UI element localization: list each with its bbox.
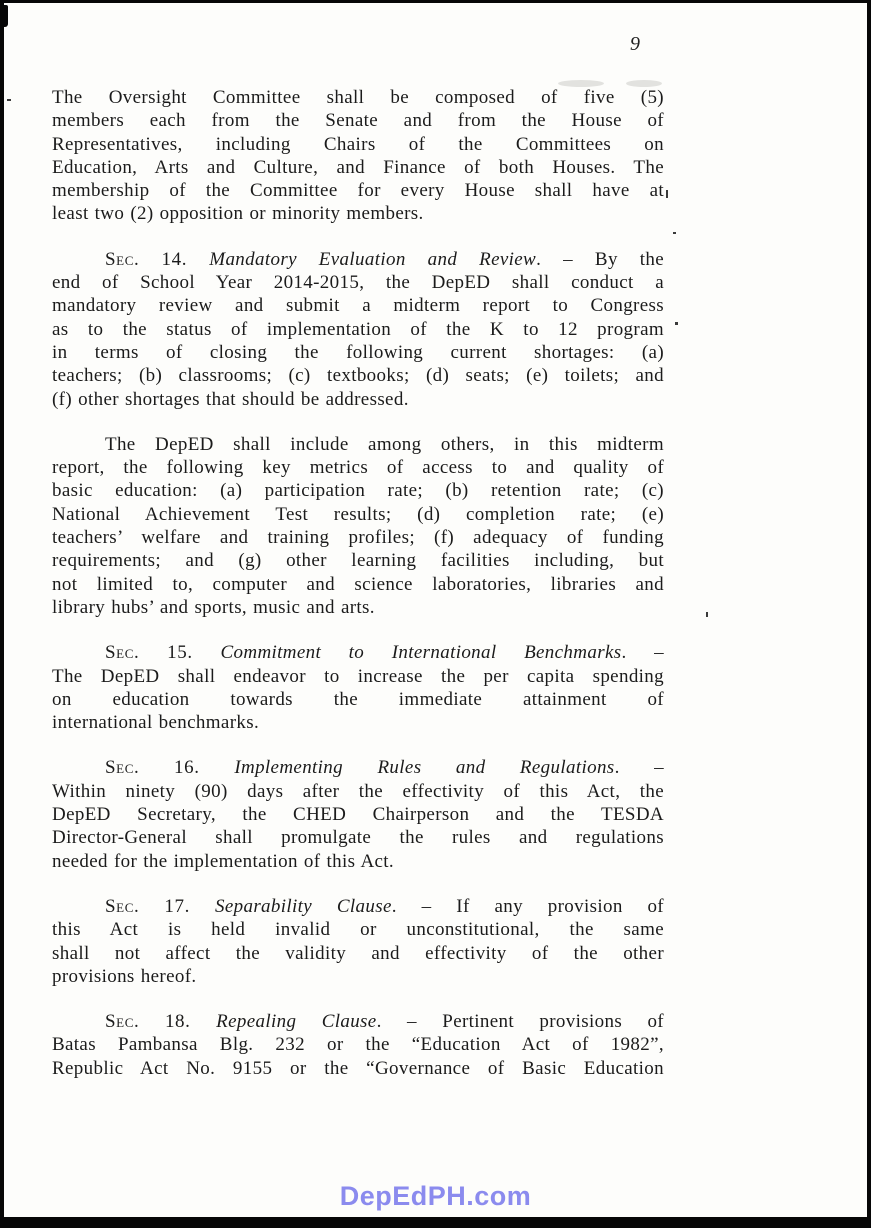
text-line: Batas Pambansa Blg. 232 or the “Education Act of 1982”, — [52, 1034, 664, 1056]
page-number: 9 — [630, 33, 640, 55]
text-line: Sec. 18. Repealing Clause. – Pertinent provisions of — [105, 1011, 664, 1033]
text-line: end of School Year 2014-2015, the DepED shall conduct a — [52, 272, 664, 294]
text-line: Within ninety (90) days after the effectivity of this Act, the — [52, 780, 664, 802]
paragraph-midterm-report-metrics — [52, 433, 664, 619]
text-block — [52, 86, 664, 1102]
paragraph-sec-17-separability-clause — [52, 895, 664, 988]
paragraph-oversight-committee — [52, 86, 664, 226]
scan-artifact — [675, 322, 678, 325]
scan-edge-top — [0, 0, 871, 3]
text-line: mandatory review and submit a midterm report to Congress — [52, 295, 664, 317]
text-line: Education, Arts and Culture, and Finance of both Houses. The — [52, 156, 664, 178]
text-line: international benchmarks. — [52, 712, 260, 734]
paragraph-sec-15-international-benchmarks — [52, 641, 664, 734]
text-line: Republic Act No. 9155 or the “Governance of Basic Education — [52, 1057, 664, 1079]
scan-edge-right — [867, 0, 871, 1228]
text-line: requirements; and (g) other learning facilities including, but — [52, 550, 664, 572]
text-line: teachers’ welfare and training profiles; (f) adequacy of funding — [52, 527, 664, 549]
text-line: not limited to, computer and science laboratories, libraries and — [52, 573, 664, 595]
scan-corner-blob — [0, 5, 8, 27]
text-line: The DepED shall include among others, in this midterm — [105, 433, 664, 455]
scan-artifact — [7, 99, 11, 101]
text-line: Sec. 14. Mandatory Evaluation and Review. – By the — [105, 248, 664, 270]
paragraph-sec-18-repealing-clause — [52, 1010, 664, 1080]
scan-artifact — [673, 232, 676, 234]
text-line: provisions hereof. — [52, 965, 197, 987]
text-line: membership of the Committee for every House shall have at — [52, 180, 664, 202]
text-line: (f) other shortages that should be addressed. — [52, 388, 409, 410]
text-line: members each from the Senate and from the House of — [52, 110, 664, 132]
text-line: in terms of closing the following current shortages: (a) — [52, 341, 664, 363]
scan-artifact — [706, 612, 708, 617]
text-line: library hubs’ and sports, music and arts. — [52, 596, 375, 618]
text-line: Sec. 17. Separability Clause. – If any provision of — [105, 895, 664, 917]
text-line: The Oversight Committee shall be composed of five (5) — [52, 87, 664, 108]
text-line: needed for the implementation of this Act. — [52, 850, 395, 872]
text-line: Sec. 16. Implementing Rules and Regulations. – — [105, 757, 664, 779]
text-line: Sec. 15. Commitment to International Benchmarks. – — [105, 642, 664, 664]
scan-edge-left — [0, 0, 4, 1228]
text-line: this Act is held invalid or unconstitutional, the same — [52, 919, 664, 941]
text-line: Director-General shall promulgate the rules and regulations — [52, 827, 664, 849]
text-line: DepED Secretary, the CHED Chairperson and the TESDA — [52, 804, 664, 826]
paragraph-sec-16-implementing-rules — [52, 756, 664, 872]
text-line: basic education: (a) participation rate; (b) retention rate; (c) — [52, 480, 664, 502]
text-line: National Achievement Test results; (d) completion rate; (e) — [52, 503, 664, 525]
watermark: DepEdPH.com — [339, 1181, 532, 1211]
scan-artifact — [666, 190, 668, 198]
text-line: as to the status of implementation of the K to 12 program — [52, 318, 664, 340]
text-line: shall not affect the validity and effectivity of the other — [52, 942, 664, 964]
text-line: The DepED shall endeavor to increase the per capita spending — [52, 665, 664, 687]
text-line: least two (2) opposition or minority members. — [52, 203, 424, 225]
text-line: report, the following key metrics of access to and quality of — [52, 457, 664, 479]
text-line: Representatives, including Chairs of the Committees on — [52, 133, 664, 155]
scan-edge-bottom — [0, 1217, 871, 1228]
paragraph-sec-14-mandatory-evaluation — [52, 248, 664, 411]
text-line: on education towards the immediate attainment of — [52, 688, 664, 710]
text-line: teachers; (b) classrooms; (c) textbooks; (d) seats; (e) toilets; and — [52, 365, 664, 387]
